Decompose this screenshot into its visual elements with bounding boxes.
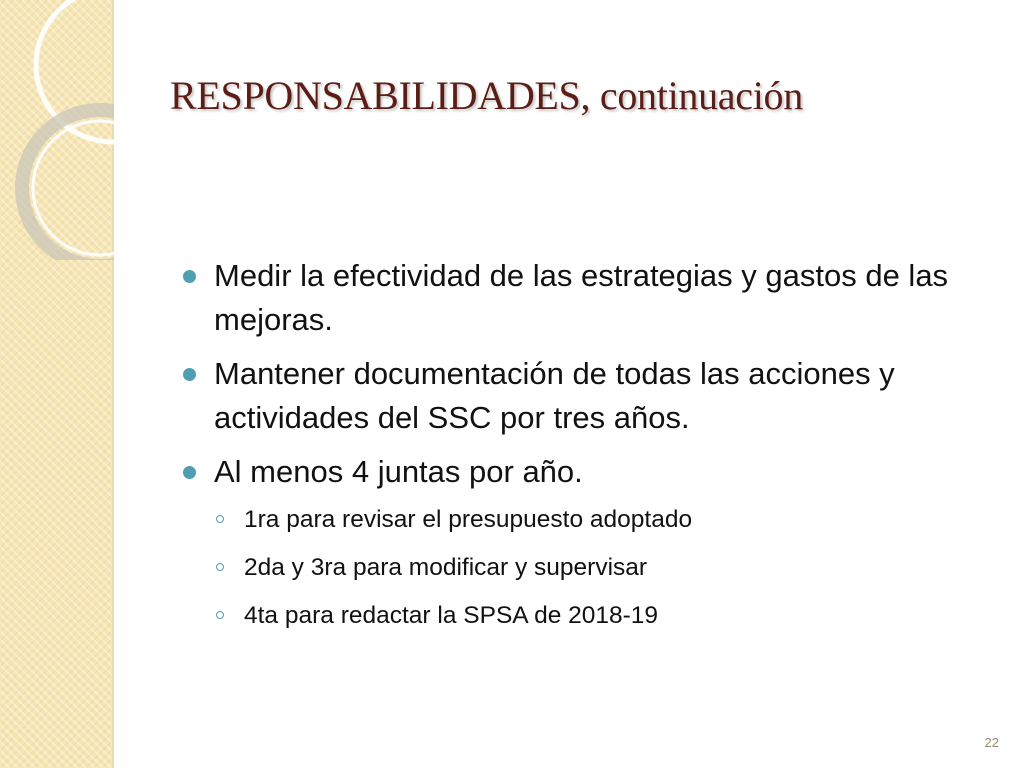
page-number: 22 <box>984 735 999 750</box>
sub-bullet-item <box>170 552 990 584</box>
sub-bullet-text: 2da y 3ra para modificar y supervisar <box>244 554 648 581</box>
bullet-item <box>170 254 990 342</box>
sub-bullet-text: 4ta para redactar la SPSA de 2018-19 <box>244 602 659 629</box>
bullet-dot-icon <box>183 270 196 283</box>
bullet-dot-icon <box>183 466 196 479</box>
bullet-list <box>170 254 990 648</box>
decorative-circles <box>0 0 114 260</box>
bullet-item <box>170 450 990 494</box>
slide-title: RESPONSABILIDADES, continuación <box>170 73 803 118</box>
bullet-text: Mantener documentación de todas las acciones y actividades del SSC por tres años. <box>214 356 895 435</box>
sub-bullet-item <box>170 600 990 632</box>
bullet-text: Al menos 4 juntas por año. <box>214 454 583 489</box>
sub-bullet-ring-icon <box>216 515 224 523</box>
sub-bullet-text: 1ra para revisar el presupuesto adoptado <box>244 506 693 533</box>
sub-bullet-ring-icon <box>216 563 224 571</box>
sub-bullet-item <box>170 504 990 536</box>
bullet-item <box>170 352 990 440</box>
sub-bullet-ring-icon <box>216 611 224 619</box>
bullet-text: Medir la efectividad de las estrategias y gastos de las mejoras. <box>214 258 949 337</box>
bullet-dot-icon <box>183 368 196 381</box>
